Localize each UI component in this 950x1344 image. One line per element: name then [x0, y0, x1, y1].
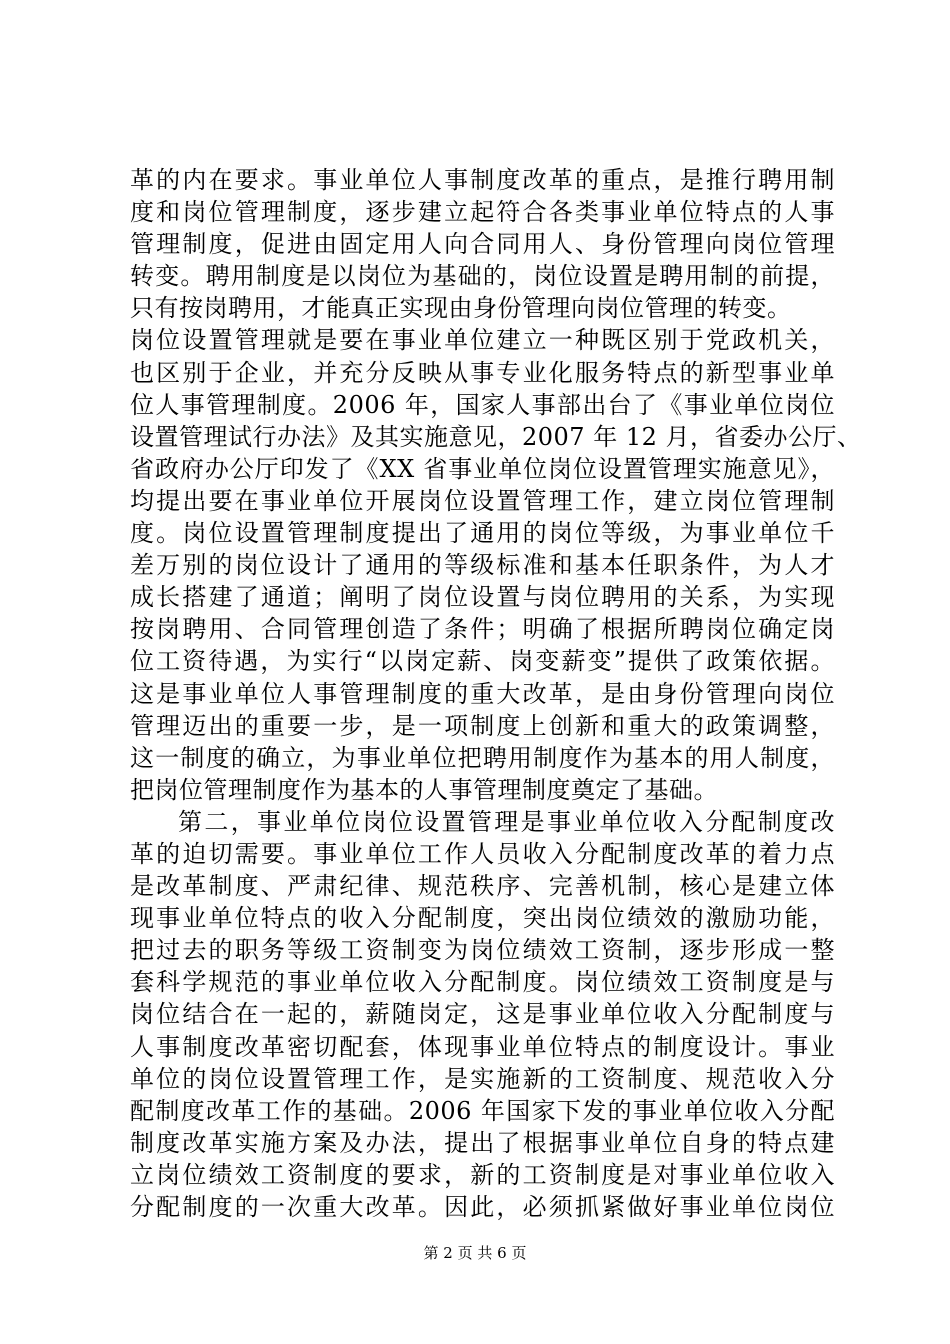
text-line: 转变。聘用制度是以岗位为基础的，岗位设置是聘用制的前提， — [130, 262, 835, 291]
text-line: 省政府办公厅印发了《XX 省事业单位岗位设置管理实施意见》， — [130, 454, 835, 483]
text-line: 革的迫切需要。事业单位工作人员收入分配制度改革的着力点 — [130, 839, 835, 868]
text-line: 只有按岗聘用，才能真正实现由身份管理向岗位管理的转变。 — [130, 294, 792, 323]
text-line: 均提出要在事业单位开展岗位设置管理工作，建立岗位管理制 — [130, 486, 835, 515]
text-line: 也区别于企业，并充分反映从事专业化服务特点的新型事业单 — [130, 358, 835, 387]
paragraph-start-line: 第二，事业单位岗位设置管理是事业单位收入分配制度改 — [178, 807, 835, 836]
text-line: 度。岗位设置管理制度提出了通用的岗位等级，为事业单位千 — [130, 519, 835, 548]
text-line: 人事制度改革密切配套，体现事业单位特点的制度设计。事业 — [130, 1032, 835, 1061]
text-line: 管理制度，促进由固定用人向合同用人、身份管理向岗位管理 — [130, 230, 835, 259]
text-line: 是改革制度、严肃纪律、规范秩序、完善机制，核心是建立体 — [130, 872, 835, 901]
text-line: 分配制度的一次重大改革。因此，必须抓紧做好事业单位岗位 — [130, 1193, 835, 1221]
text-line: 度和岗位管理制度，逐步建立起符合各类事业单位特点的人事 — [130, 198, 835, 227]
text-line: 管理迈出的重要一步，是一项制度上创新和重大的政策调整， — [130, 711, 835, 740]
text-line: 岗位设置管理就是要在事业单位建立一种既区别于党政机关， — [130, 326, 835, 355]
text-line: 按岗聘用、合同管理创造了条件；明确了根据所聘岗位确定岗 — [130, 615, 835, 644]
text-line: 配制度改革工作的基础。2006 年国家下发的事业单位收入分配 — [130, 1096, 835, 1125]
text-line: 现事业单位特点的收入分配制度，突出岗位绩效的激励功能， — [130, 904, 835, 933]
text-line: 岗位结合在一起的，薪随岗定，这是事业单位收入分配制度与 — [130, 1000, 835, 1029]
text-line: 成长搭建了通道；阐明了岗位设置与岗位聘用的关系，为实现 — [130, 583, 835, 612]
text-line: 把岗位管理制度作为基本的人事管理制度奠定了基础。 — [130, 775, 718, 804]
body-text — [130, 164, 862, 1223]
text-line: 位人事管理制度。2006 年，国家人事部出台了《事业单位岗位 — [130, 390, 835, 419]
page-number-footer: 第 2 页 共 6 页 — [423, 1244, 527, 1262]
text-line: 这是事业单位人事管理制度的重大改革，是由身份管理向岗位 — [130, 679, 835, 708]
text-line: 差万别的岗位设计了通用的等级标准和基本任职条件，为人才 — [130, 551, 835, 580]
text-line: 套科学规范的事业单位收入分配制度。岗位绩效工资制度是与 — [130, 968, 835, 997]
text-line: 制度改革实施方案及办法，提出了根据事业单位自身的特点建 — [130, 1128, 835, 1157]
text-line: 这一制度的确立，为事业单位把聘用制度作为基本的用人制度， — [130, 743, 835, 772]
text-line: 位工资待遇，为实行“以岗定薪、岗变薪变”提供了政策依据。 — [130, 647, 835, 676]
text-line: 设置管理试行办法》及其实施意见，2007 年 12 月，省委办公厅、 — [130, 422, 862, 451]
text-line: 单位的岗位设置管理工作，是实施新的工资制度、规范收入分 — [130, 1064, 835, 1093]
text-line: 革的内在要求。事业单位人事制度改革的重点，是推行聘用制 — [130, 166, 835, 194]
text-line: 把过去的职务等级工资制变为岗位绩效工资制，逐步形成一整 — [130, 936, 835, 965]
text-line: 立岗位绩效工资制度的要求，新的工资制度是对事业单位收入 — [130, 1160, 835, 1189]
